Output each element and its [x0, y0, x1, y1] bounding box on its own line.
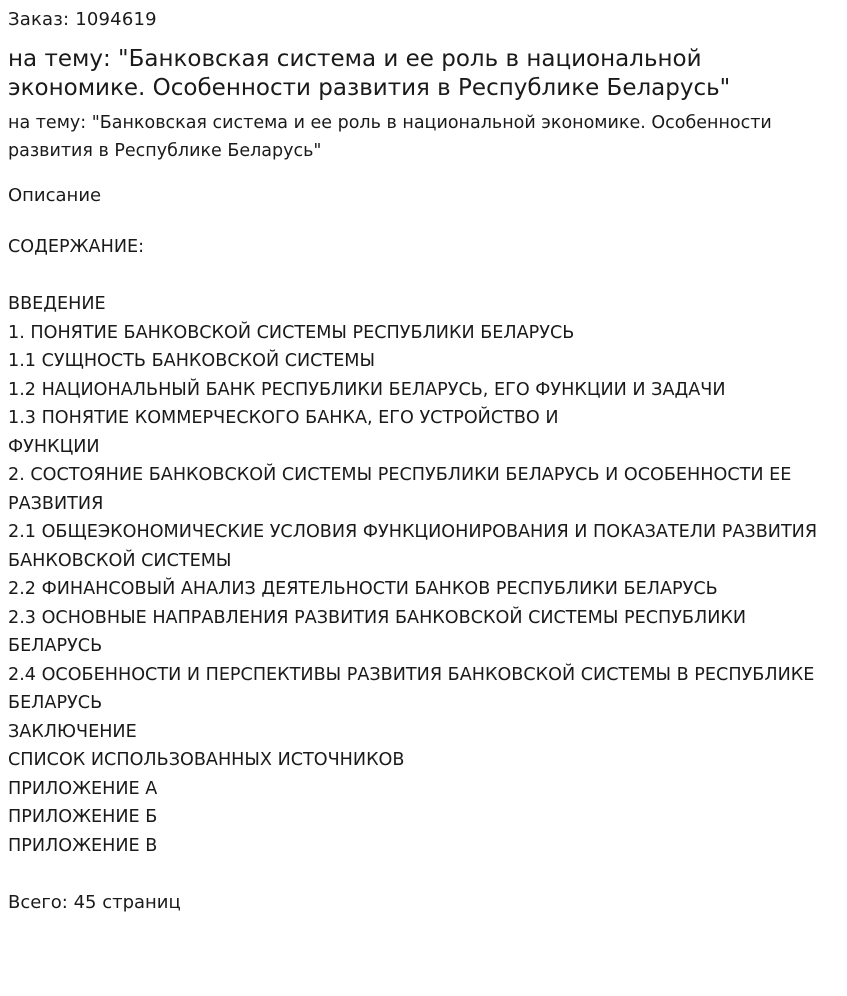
toc-item: ВВЕДЕНИЕ: [8, 294, 106, 314]
toc-item: 2. СОСТОЯНИЕ БАНКОВСКОЙ СИСТЕМЫ РЕСПУБЛИКИ БЕЛАРУСЬ И ОСОБЕННОСТИ ЕЕ РАЗВИТИЯ: [8, 465, 792, 514]
toc-list: [8, 290, 840, 860]
table-of-contents: [8, 233, 840, 860]
toc-item: ПРИЛОЖЕНИЕ Б: [8, 807, 158, 827]
toc-item: 2.1 ОБЩЕЭКОНОМИЧЕСКИЕ УСЛОВИЯ ФУНКЦИОНИРОВАНИЯ И ПОКАЗАТЕЛИ РАЗВИТИЯ БАНКОВСКОЙ СИСТЕМЫ: [8, 522, 818, 571]
page-title: на тему: "Банковская система и ее роль в национальной экономике. Особенности развития в Республике Беларусь": [8, 46, 731, 101]
toc-item: 2.4 ОСОБЕННОСТИ И ПЕРСПЕКТИВЫ РАЗВИТИЯ БАНКОВСКОЙ СИСТЕМЫ В РЕСПУБЛИКЕ БЕЛАРУСЬ: [8, 664, 815, 713]
toc-item: 1.1 СУЩНОСТЬ БАНКОВСКОЙ СИСТЕМЫ: [8, 351, 376, 371]
toc-item: ФУНКЦИИ: [8, 436, 100, 457]
toc-item: 1.2 НАЦИОНАЛЬНЫЙ БАНК РЕСПУБЛИКИ БЕЛАРУСЬ, ЕГО ФУНКЦИИ И ЗАДАЧИ: [8, 379, 726, 400]
toc-heading: СОДЕРЖАНИЕ:: [8, 237, 145, 257]
toc-item: 1.3 ПОНЯТИЕ КОММЕРЧЕСКОГО БАНКА, ЕГО УСТРОЙСТВО И: [8, 408, 559, 428]
page-count: Всего: 45 страниц: [8, 891, 181, 913]
page-subtitle: на тему: "Банковская система и ее роль в национальной экономике. Особенности развития в Республике Беларусь": [8, 113, 772, 161]
toc-item: ЗАКЛЮЧЕНИЕ: [8, 721, 137, 742]
description-label: Описание: [8, 185, 102, 206]
toc-item: 2.2 ФИНАНСОВЫЙ АНАЛИЗ ДЕЯТЕЛЬНОСТИ БАНКОВ РЕСПУБЛИКИ БЕЛАРУСЬ: [8, 579, 718, 599]
toc-item: 2.3 ОСНОВНЫЕ НАПРАВЛЕНИЯ РАЗВИТИЯ БАНКОВСКОЙ СИСТЕМЫ РЕСПУБЛИКИ БЕЛАРУСЬ: [8, 607, 747, 656]
toc-item: 1. ПОНЯТИЕ БАНКОВСКОЙ СИСТЕМЫ РЕСПУБЛИКИ БЕЛАРУСЬ: [8, 322, 575, 343]
toc-item: ПРИЛОЖЕНИЕ А: [8, 778, 158, 799]
toc-item: ПРИЛОЖЕНИЕ В: [8, 835, 158, 856]
order-number: Заказ: 1094619: [8, 9, 157, 30]
order-page: [8, 8, 840, 917]
toc-item: СПИСОК ИСПОЛЬЗОВАННЫХ ИСТОЧНИКОВ: [8, 750, 405, 770]
